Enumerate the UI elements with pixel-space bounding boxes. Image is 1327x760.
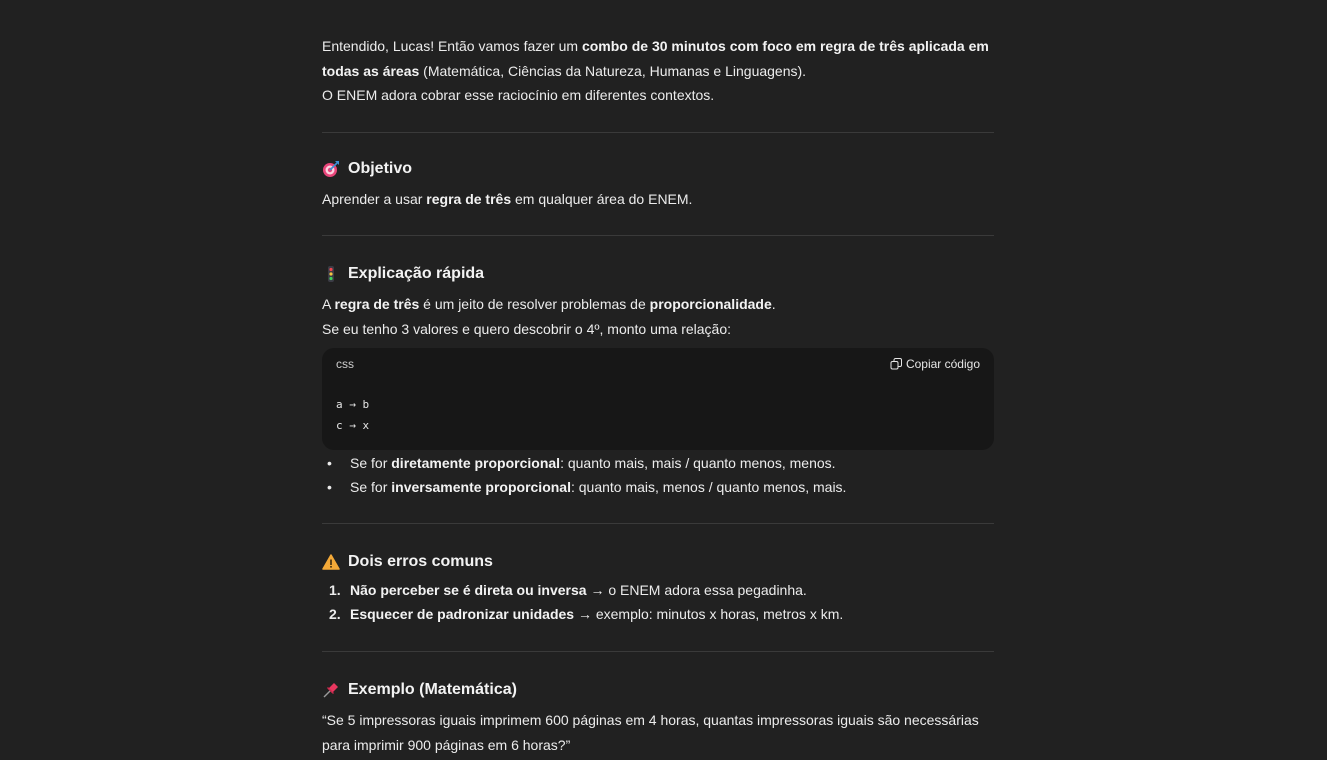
list-item: 1. Não perceber se é direta ou inversa → o ENEM adora essa pegadinha. <box>329 582 807 598</box>
section-heading-objetivo: Objetivo <box>322 157 994 181</box>
exemplo-text: “Se 5 impressoras iguais imprimem 600 páginas em 4 horas, quantas impressoras iguais são necessárias para imprimir 900 páginas em 6 horas?” <box>322 712 979 753</box>
list-item: 2. Esquecer de padronizar unidades → exemplo: minutos x horas, metros x km. <box>329 606 844 622</box>
proportion-list <box>322 451 994 499</box>
copy-icon <box>890 358 902 370</box>
section-heading-explicacao: Explicação rápida <box>322 262 994 286</box>
objetivo-text: Aprender a usar regra de três em qualquer área do ENEM. <box>322 190 693 207</box>
code-language-label: css <box>336 357 354 371</box>
warning-icon <box>322 553 340 571</box>
divider <box>322 523 994 524</box>
code-block <box>322 348 994 450</box>
list-item: • Se for diretamente proporcional: quanto mais, mais / quanto menos, menos. <box>322 451 994 475</box>
pushpin-icon <box>322 681 340 699</box>
code-content: a → b c → x <box>336 398 370 432</box>
divider <box>322 235 994 236</box>
traffic-light-icon <box>322 265 340 283</box>
list-item: • Se for inversamente proporcional: quanto mais, menos / quanto menos, mais. <box>322 475 994 499</box>
errors-list <box>322 578 994 626</box>
assistant-message <box>322 34 994 757</box>
divider <box>322 132 994 133</box>
explicacao-p1: A regra de três é um jeito de resolver problemas de proporcionalidade. <box>322 296 776 312</box>
section-heading-erros: Dois erros comuns <box>322 550 994 574</box>
copy-code-button[interactable]: Copiar código <box>890 357 980 371</box>
divider <box>322 651 994 652</box>
explicacao-p2: Se eu tenho 3 valores e quero descobrir o 4º, monto uma relação: <box>322 320 732 337</box>
target-icon <box>322 160 340 178</box>
intro-paragraph: Entendido, Lucas! Então vamos fazer um combo de 30 minutos com foco em regra de três aplicada em todas as áreas (Matemática, Ciências da Natureza, Humanas e Linguagens). O ENEM adora cobrar esse raciocínio em diferentes contextos. <box>322 38 989 103</box>
section-heading-exemplo: Exemplo (Matemática) <box>322 678 994 702</box>
